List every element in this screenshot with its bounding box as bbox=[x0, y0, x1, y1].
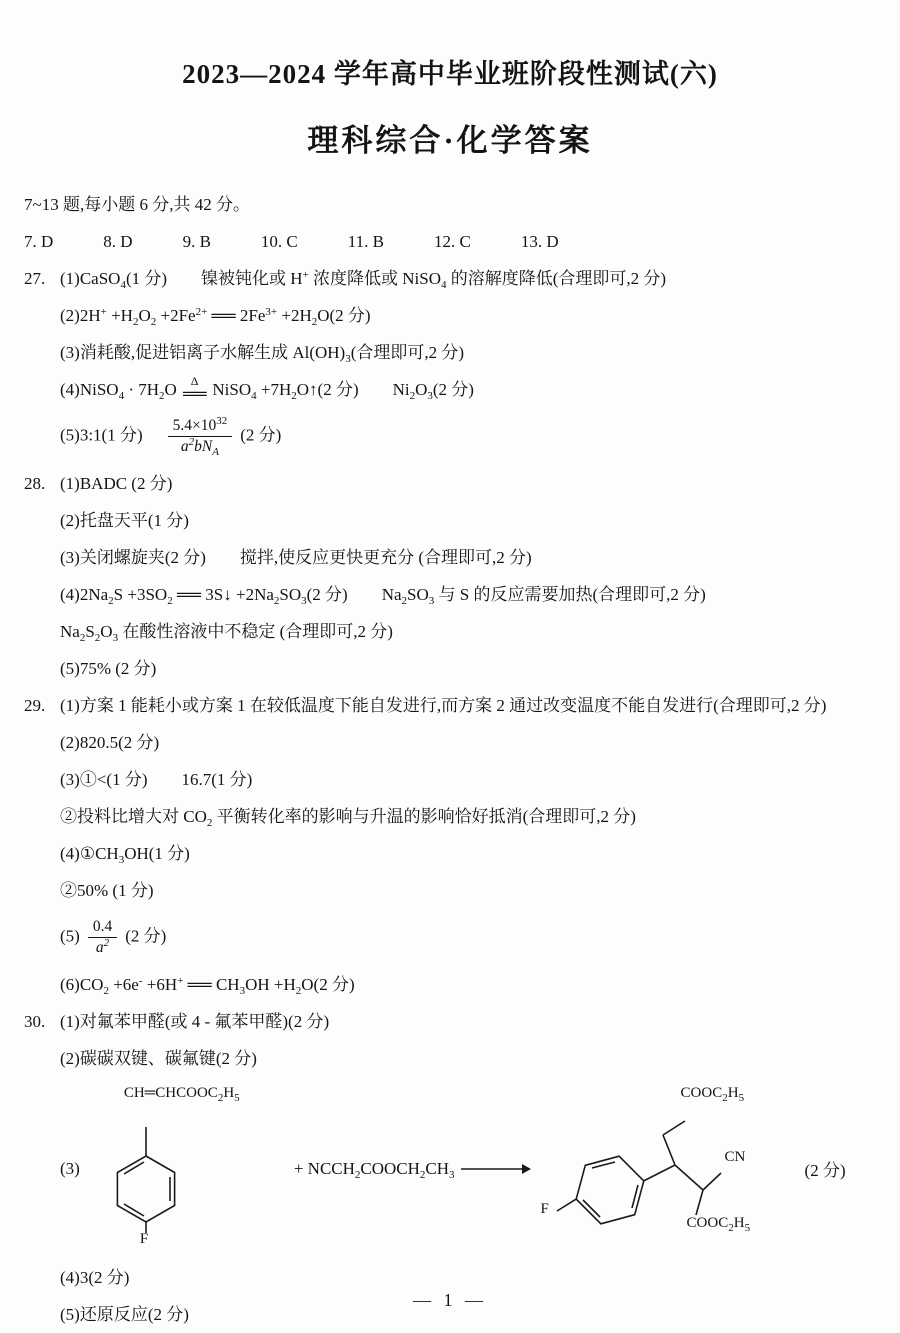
score-label: (2 分) bbox=[804, 1161, 846, 1180]
mcq-answer: 9. B bbox=[182, 232, 211, 251]
answer-line: (5)还原反应(2 分) bbox=[60, 1304, 189, 1324]
product-ring-drawing bbox=[535, 1095, 803, 1245]
subject-title: 理科综合·化学答案 bbox=[307, 123, 593, 158]
fraction: $\frac{5.4\times 10^{32}}{a^2bN_A}$ bbox=[168, 416, 233, 457]
mcq-answer: 10. C bbox=[260, 232, 298, 251]
mcq-answer: 7. D bbox=[24, 232, 54, 251]
question-27-answers bbox=[24, 260, 876, 465]
exam-title: 2023—2024 学年高中毕业班阶段性测试(六) bbox=[182, 59, 718, 89]
answer-line: $(6)CO_2 +6e^- +6H^+$ ══ $CH_3OH +H_2O(2$ 分) bbox=[60, 974, 355, 997]
answer-line: (2)820.5(2 分) bbox=[60, 732, 160, 752]
answer-line: (1)BADC (2 分) bbox=[60, 473, 173, 493]
question-29-answers bbox=[24, 687, 876, 1003]
answer-line: (1)对氟苯甲醛(或 4 - 氟苯甲醛)(2 分) bbox=[60, 1011, 330, 1031]
answer-line: ②投料比增大对 $CO_2$ 平衡转化率的影响与升温的影响恰好抵消(合理即可,2 分) bbox=[60, 806, 636, 829]
answer-line: (1)CaSO$_4$(1 分) 镍被钝化或 H+ 浓度降低或 NiSO$_4$ 的溶解度降低(合理即可,2 分) bbox=[60, 269, 667, 291]
answer-line: (3)消耗酸,促进铝离子水解生成 $Al(OH)_3$(合理即可,2 分) bbox=[60, 343, 465, 365]
question-number: 27. bbox=[24, 269, 46, 288]
answer-line: (5)3:1(1 分) $\frac{5.4\times 10^{32}}{a^2bN_A}$ (2 分) bbox=[60, 415, 282, 459]
answer-line: ②50% (1 分) bbox=[60, 880, 154, 900]
answer-content bbox=[0, 160, 900, 1333]
answer-line: $(2)2H^+ +H_2O_2 +2Fe^{2+}$ ══ $2Fe^{3+} +2H_2O(2$ 分) bbox=[60, 306, 371, 328]
reaction-arrow-icon bbox=[461, 1163, 531, 1175]
mcq-answer: 12. C bbox=[433, 232, 471, 251]
fluorine-label: F bbox=[540, 1200, 549, 1217]
mcq-answer: 13. D bbox=[520, 232, 559, 251]
answer-line: (4)NiSO$_4$ · $7H_2O$ Δ ══ NiSO$_4$ $+7H_2O↑(2$ 分) $Ni_2O_3(2$ 分) bbox=[60, 374, 474, 404]
heated-equation-sign: Δ ══ bbox=[183, 374, 207, 404]
question-number: 29. bbox=[24, 695, 46, 715]
page-number: — 1 — bbox=[413, 1290, 487, 1310]
page-header bbox=[0, 0, 900, 160]
reactant-structure bbox=[84, 1085, 292, 1253]
fluorine-label: F bbox=[139, 1230, 149, 1247]
answer-line: (2)托盘天平(1 分) bbox=[60, 510, 189, 530]
answer-item-label: (3) bbox=[60, 1159, 80, 1178]
reaction-scheme bbox=[60, 1083, 876, 1255]
delta-symbol: Δ bbox=[190, 374, 199, 389]
question-number: 30. bbox=[24, 1011, 46, 1031]
answer-line: (3)关闭螺旋夹(2 分) 搅拌,使反应更快更充分 (合理即可,2 分) bbox=[60, 547, 532, 567]
answer-line: $(4)2Na_2S +3SO_2$ ══ 3S↓ $+2Na_2SO_3(2$ 分) $Na_2SO_3$ 与 S 的反应需要加热(合理即可,2 分) bbox=[60, 584, 706, 607]
answer-line: (3)①<(1 分) 16.7(1 分) bbox=[60, 769, 253, 789]
cyano-label: CN bbox=[724, 1148, 746, 1165]
substituent-label: $COOC_2H_5$ bbox=[686, 1214, 751, 1234]
mcq-answer: 11. B bbox=[347, 232, 384, 251]
answer-line: (5)75% (2 分) bbox=[60, 658, 157, 678]
substituent-label: $COOC_2H_5$ bbox=[680, 1084, 745, 1104]
multiple-choice-answers bbox=[24, 223, 876, 260]
answer-line: (5) $\frac{0.4}{a^2}$ (2 分) bbox=[60, 917, 167, 957]
question-30-answers bbox=[24, 1003, 876, 1333]
answer-line: $Na_2S_2O_3$ 在酸性溶液中不稳定 (合理即可,2 分) bbox=[60, 621, 393, 644]
mcq-answer: 8. D bbox=[103, 232, 133, 251]
answer-line: $(4)①CH_3OH(1$ 分) bbox=[60, 843, 190, 866]
answer-line: (4)3(2 分) bbox=[60, 1267, 130, 1287]
answer-line: (2)碳碳双键、碳氟键(2 分) bbox=[60, 1048, 257, 1068]
reagent-formula: + $NCCH_2COOCH_2CH_3$ bbox=[293, 1158, 455, 1181]
benzene-ring-drawing bbox=[84, 1103, 292, 1253]
fraction: $\frac{0.4}{a^2}$ bbox=[88, 917, 117, 958]
substituent-label: $CH═CHCOOC_2H_5$ bbox=[123, 1084, 240, 1104]
question-number: 28. bbox=[24, 473, 46, 493]
answer-line: (1)方案 1 能耗小或方案 1 在较低温度下能自发进行,而方案 2 通过改变温度不能自发进行(合理即可,2 分) bbox=[60, 695, 827, 715]
score-note: 7~13 题,每小题 6 分,共 42 分。 bbox=[24, 195, 250, 214]
product-structure bbox=[535, 1083, 803, 1255]
question-28-answers bbox=[24, 465, 876, 687]
